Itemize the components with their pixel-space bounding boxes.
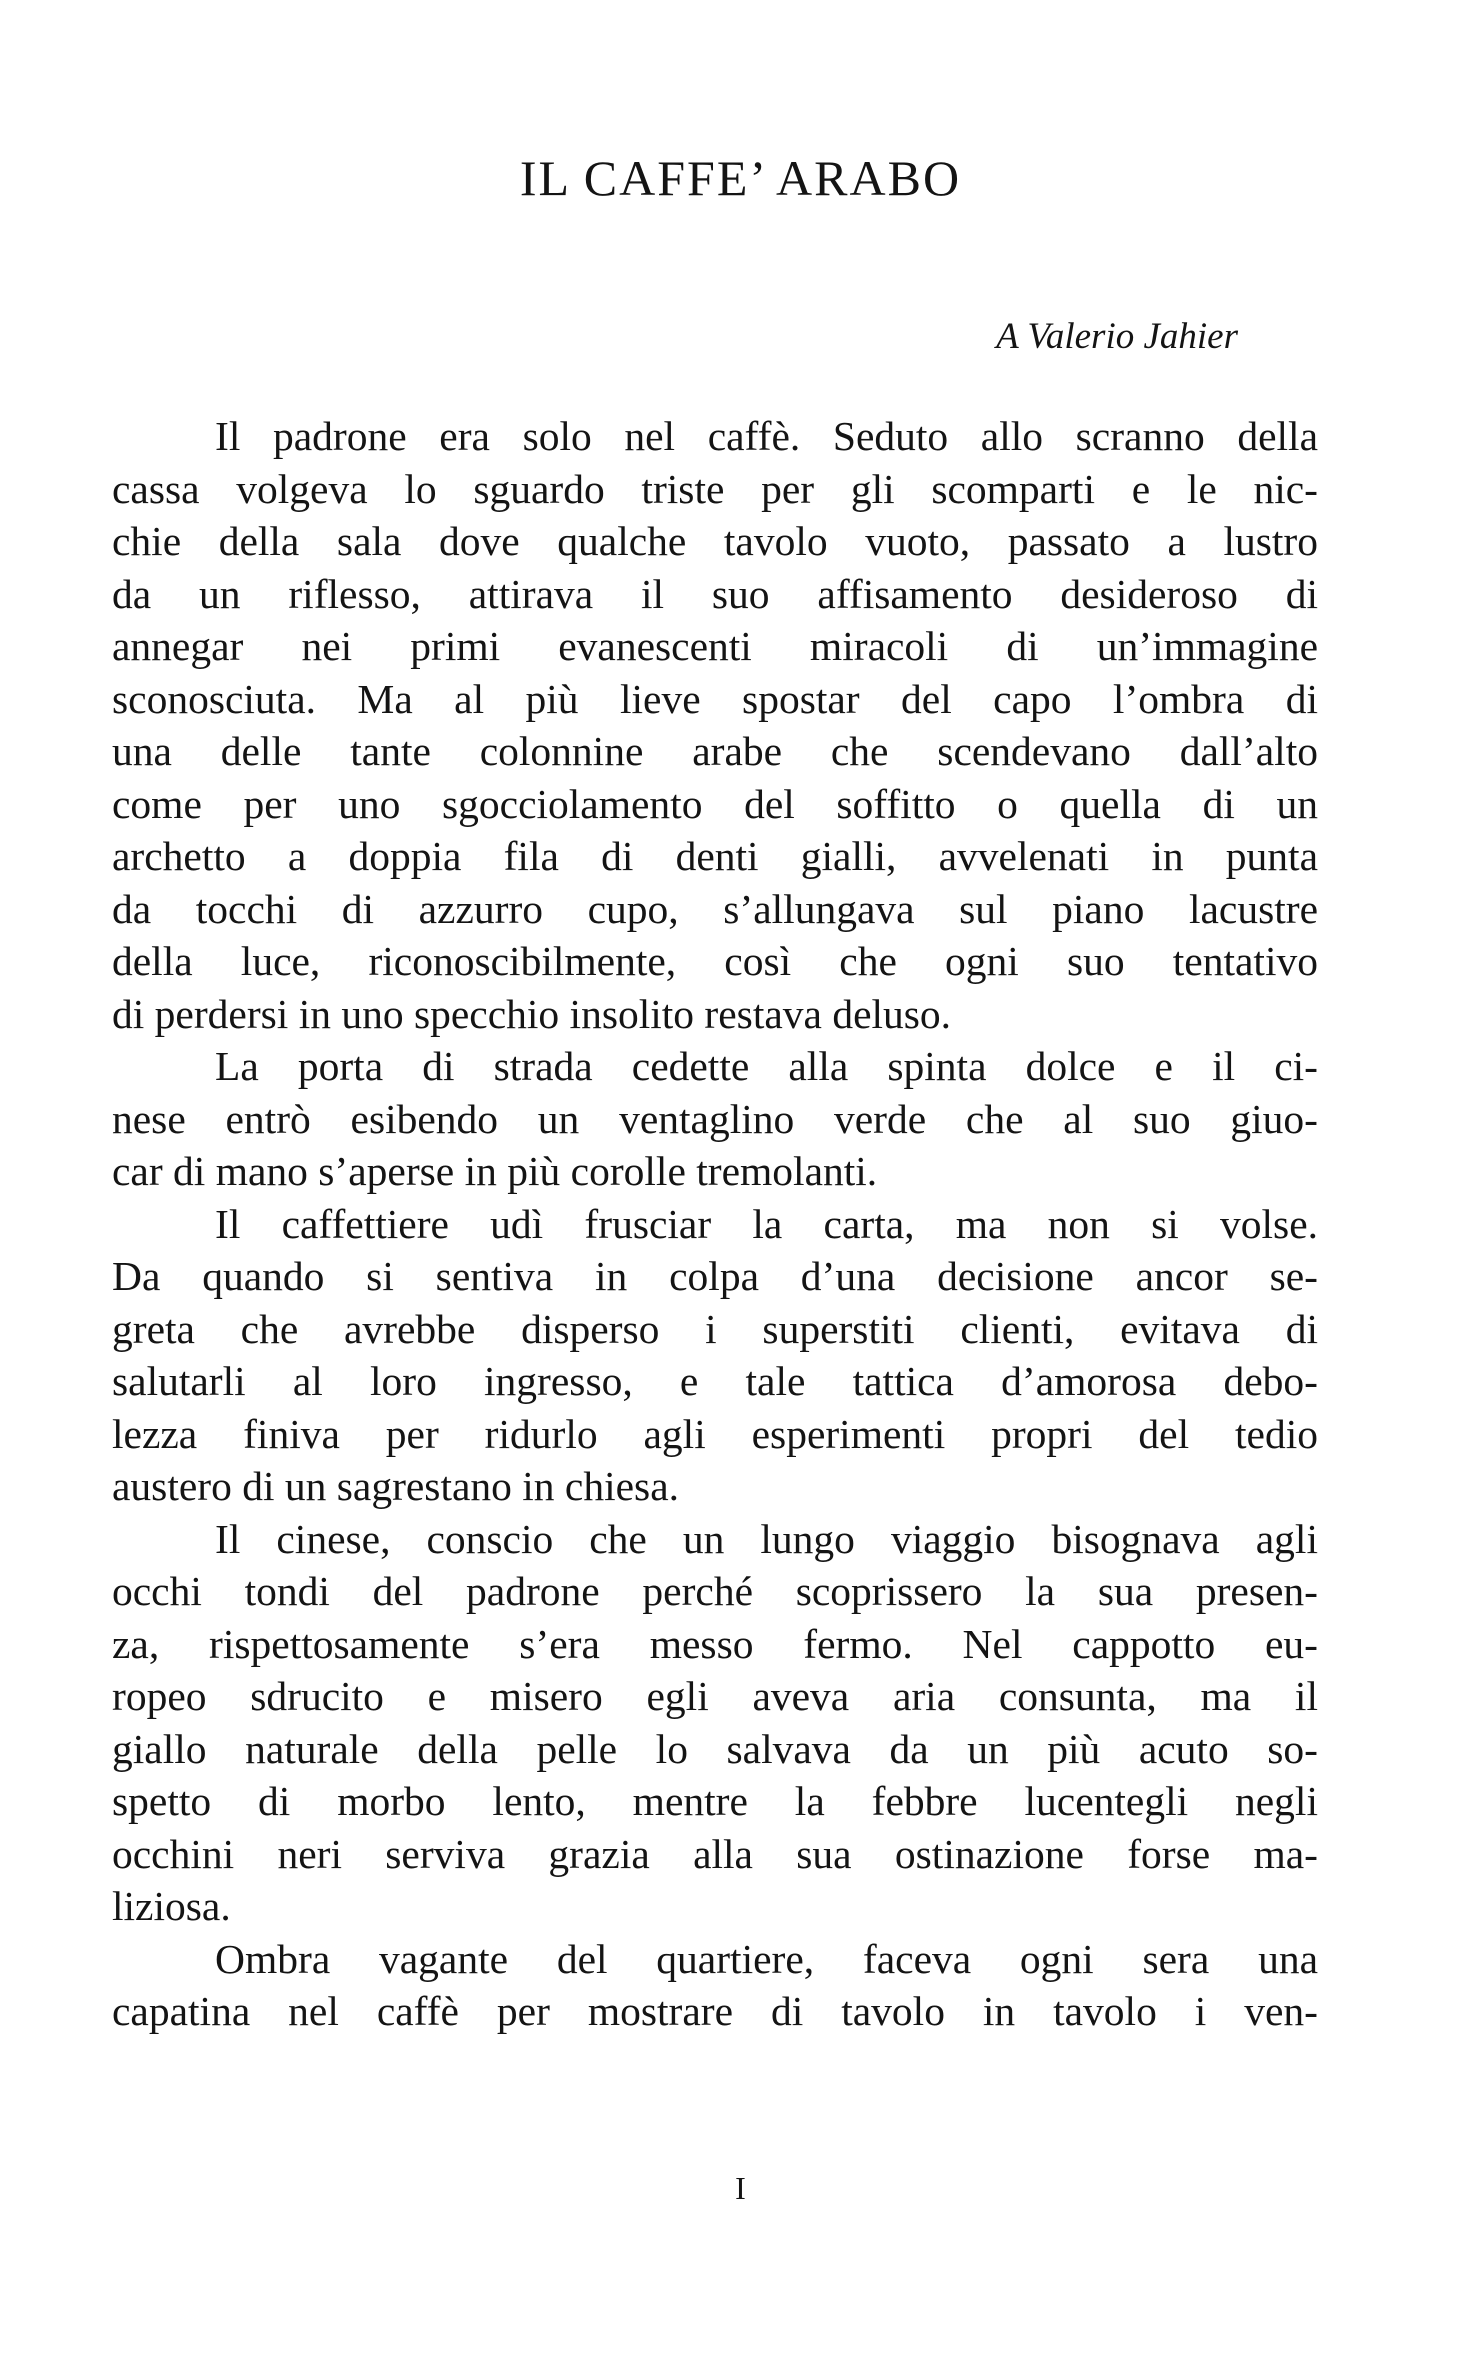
text-line: chie della sala dove qualche tavolo vuoto, passato a lustro [112, 518, 1318, 564]
text-line: Il caffettiere udì frusciar la carta, ma non si volse. [215, 1200, 1318, 1247]
text-line: nese entrò esibendo un ventaglino verde che al suo giuo- [112, 1095, 1318, 1142]
text-line: Il cinese, conscio che un lungo viaggio bisognava agli [215, 1515, 1318, 1562]
text-line: spetto di morbo lento, mentre la febbre lucentegli negli [112, 1778, 1318, 1824]
paragraph [112, 1933, 1318, 2038]
text-line: liziosa. [112, 1883, 231, 1929]
text-line: austero di un sagrestano in chiesa. [112, 1463, 679, 1509]
dedication: A Valerio Jahier [996, 316, 1238, 357]
text-line: di perdersi in uno specchio insolito restava deluso. [112, 990, 952, 1037]
text-line: greta che avrebbe disperso i superstiti clienti, evitava di [112, 1305, 1318, 1352]
text-line: da tocchi di azzurro cupo, s’allungava sul piano lacustre [112, 885, 1318, 932]
text-line: occhi tondi del padrone perché scoprissero la sua presen- [112, 1568, 1318, 1614]
text-line: una delle tante colonnine arabe che scendevano dall’alto [112, 728, 1318, 774]
text-line: car di mano s’aperse in più corolle tremolanti. [112, 1148, 878, 1194]
text-line: ropeo sdrucito e misero egli aveva aria consunta, ma il [112, 1673, 1318, 1719]
text-line: lezza finiva per ridurlo agli esperimenti propri del tedio [112, 1410, 1318, 1457]
text-line: giallo naturale della pelle lo salvava da un più acuto so- [112, 1725, 1318, 1772]
text-line: cassa volgeva lo sguardo triste per gli scomparti e le nic- [112, 465, 1318, 512]
text-line: Il padrone era solo nel caffè. Seduto allo scranno della [215, 413, 1318, 459]
text-line: sconosciuta. Ma al più lieve spostar del capo l’ombra di [112, 675, 1318, 722]
text-line: Da quando si sentiva in colpa d’una decisione ancor se- [112, 1253, 1318, 1299]
text-line: annegar nei primi evanescenti miracoli di un’immagine [112, 623, 1318, 669]
text-line: za, rispettosamente s’era messo fermo. Nel cappotto eu- [112, 1620, 1318, 1667]
text-line: come per uno sgocciolamento del soffitto o quella di un [112, 780, 1318, 827]
text-line: da un riflesso, attirava il suo affisamento desideroso di [112, 570, 1318, 617]
paragraph [112, 1198, 1318, 1513]
text-line: La porta di strada cedette alla spinta dolce e il ci- [215, 1043, 1318, 1089]
paragraph [112, 1513, 1318, 1933]
chapter-title: IL CAFFE’ ARABO [519, 150, 962, 206]
text-line: della luce, riconoscibilmente, così che ogni suo tentativo [112, 938, 1318, 984]
paragraph [112, 410, 1318, 1040]
text-line: salutarli al loro ingresso, e tale tattica d’amorosa debo- [112, 1358, 1318, 1404]
paragraph [112, 1040, 1318, 1198]
text-line: capatina nel caffè per mostrare di tavolo in tavolo i ven- [112, 1988, 1318, 2034]
text-line: Ombra vagante del quartiere, faceva ogni sera una [215, 1935, 1318, 1982]
page-number: I [735, 2170, 746, 2206]
text-line: occhini neri serviva grazia alla sua ostinazione forse ma- [112, 1830, 1318, 1877]
body-text [112, 410, 1318, 2038]
text-line: archetto a doppia fila di denti gialli, avvelenati in punta [112, 833, 1318, 879]
